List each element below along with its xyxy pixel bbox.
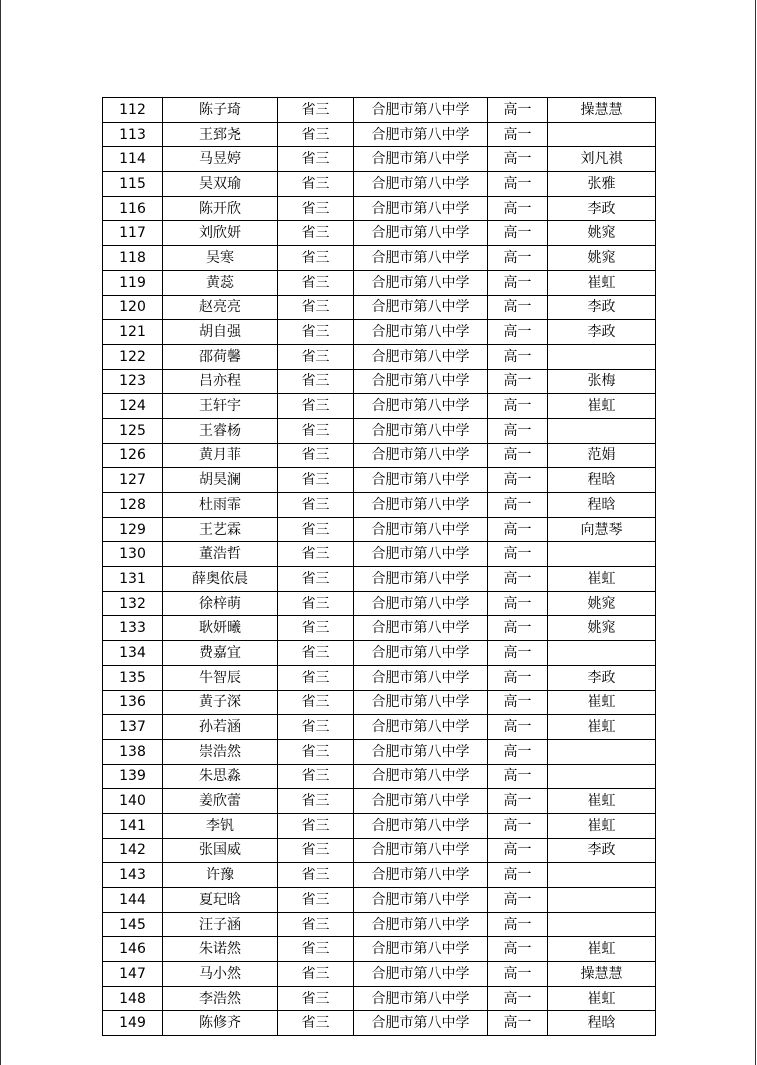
row-number-cell: 133 [103, 616, 163, 641]
table-row [103, 542, 656, 567]
table-row [103, 937, 656, 962]
teacher-cell: 向慧琴 [548, 517, 656, 542]
page-edge-left [0, 0, 1, 1065]
school-cell: 合肥市第八中学 [354, 493, 488, 518]
school-cell: 合肥市第八中学 [354, 591, 488, 616]
award-level-cell: 省三 [278, 493, 354, 518]
table-row [103, 962, 656, 987]
student-name-cell: 杜雨霏 [163, 493, 278, 518]
teacher-cell: 崔虹 [548, 270, 656, 295]
grade-cell: 高一 [488, 468, 548, 493]
school-cell: 合肥市第八中学 [354, 394, 488, 419]
school-cell: 合肥市第八中学 [354, 221, 488, 246]
award-level-cell: 省三 [278, 888, 354, 913]
row-number-cell: 127 [103, 468, 163, 493]
grade-cell: 高一 [488, 764, 548, 789]
row-number-cell: 132 [103, 591, 163, 616]
table-row [103, 986, 656, 1011]
table-row [103, 147, 656, 172]
teacher-cell: 张雅 [548, 172, 656, 197]
row-number-cell: 125 [103, 418, 163, 443]
school-cell: 合肥市第八中学 [354, 443, 488, 468]
grade-cell: 高一 [488, 172, 548, 197]
student-name-cell: 李钒 [163, 813, 278, 838]
table-row [103, 764, 656, 789]
student-name-cell: 黄子深 [163, 690, 278, 715]
student-name-cell: 董浩哲 [163, 542, 278, 567]
row-number-cell: 119 [103, 270, 163, 295]
grade-cell: 高一 [488, 986, 548, 1011]
teacher-cell [548, 542, 656, 567]
school-cell: 合肥市第八中学 [354, 344, 488, 369]
grade-cell: 高一 [488, 912, 548, 937]
row-number-cell: 136 [103, 690, 163, 715]
teacher-cell: 刘凡祺 [548, 147, 656, 172]
award-level-cell: 省三 [278, 344, 354, 369]
student-name-cell: 许豫 [163, 863, 278, 888]
row-number-cell: 149 [103, 1011, 163, 1036]
row-number-cell: 118 [103, 246, 163, 271]
award-level-cell: 省三 [278, 912, 354, 937]
student-name-cell: 马昱婷 [163, 147, 278, 172]
table-row [103, 690, 656, 715]
school-cell: 合肥市第八中学 [354, 246, 488, 271]
table-row [103, 888, 656, 913]
teacher-cell: 崔虹 [548, 394, 656, 419]
table-row [103, 567, 656, 592]
teacher-cell: 李政 [548, 196, 656, 221]
teacher-cell: 崔虹 [548, 986, 656, 1011]
student-name-cell: 孙若涵 [163, 715, 278, 740]
award-level-cell: 省三 [278, 863, 354, 888]
teacher-cell: 操慧慧 [548, 962, 656, 987]
table-row [103, 863, 656, 888]
student-name-cell: 陈开欣 [163, 196, 278, 221]
school-cell: 合肥市第八中学 [354, 320, 488, 345]
grade-cell: 高一 [488, 418, 548, 443]
award-level-cell: 省三 [278, 739, 354, 764]
table-row [103, 813, 656, 838]
award-level-cell: 省三 [278, 196, 354, 221]
row-number-cell: 148 [103, 986, 163, 1011]
row-number-cell: 131 [103, 567, 163, 592]
award-level-cell: 省三 [278, 468, 354, 493]
award-level-cell: 省三 [278, 665, 354, 690]
row-number-cell: 123 [103, 369, 163, 394]
table-row [103, 443, 656, 468]
grade-cell: 高一 [488, 147, 548, 172]
award-level-cell: 省三 [278, 591, 354, 616]
teacher-cell [548, 344, 656, 369]
award-level-cell: 省三 [278, 937, 354, 962]
row-number-cell: 147 [103, 962, 163, 987]
student-name-cell: 邵荷馨 [163, 344, 278, 369]
teacher-cell: 李政 [548, 295, 656, 320]
student-name-cell: 费嘉宜 [163, 641, 278, 666]
grade-cell: 高一 [488, 1011, 548, 1036]
grade-cell: 高一 [488, 369, 548, 394]
teacher-cell: 程晗 [548, 1011, 656, 1036]
teacher-cell: 崔虹 [548, 813, 656, 838]
teacher-cell: 姚窕 [548, 591, 656, 616]
grade-cell: 高一 [488, 443, 548, 468]
award-level-cell: 省三 [278, 715, 354, 740]
student-name-cell: 陈修齐 [163, 1011, 278, 1036]
student-name-cell: 牛智辰 [163, 665, 278, 690]
grade-cell: 高一 [488, 962, 548, 987]
row-number-cell: 130 [103, 542, 163, 567]
row-number-cell: 134 [103, 641, 163, 666]
award-level-cell: 省三 [278, 542, 354, 567]
school-cell: 合肥市第八中学 [354, 369, 488, 394]
teacher-cell: 崔虹 [548, 715, 656, 740]
school-cell: 合肥市第八中学 [354, 813, 488, 838]
student-name-cell: 耿妍曦 [163, 616, 278, 641]
student-name-cell: 汪子涵 [163, 912, 278, 937]
grade-cell: 高一 [488, 567, 548, 592]
award-level-cell: 省三 [278, 641, 354, 666]
table-row [103, 739, 656, 764]
grade-cell: 高一 [488, 246, 548, 271]
award-level-cell: 省三 [278, 616, 354, 641]
table-row [103, 221, 656, 246]
school-cell: 合肥市第八中学 [354, 764, 488, 789]
award-level-cell: 省三 [278, 246, 354, 271]
teacher-cell: 崔虹 [548, 567, 656, 592]
student-name-cell: 王轩宇 [163, 394, 278, 419]
school-cell: 合肥市第八中学 [354, 567, 488, 592]
table-row [103, 838, 656, 863]
student-name-cell: 姜欣蕾 [163, 789, 278, 814]
grade-cell: 高一 [488, 344, 548, 369]
row-number-cell: 124 [103, 394, 163, 419]
grade-cell: 高一 [488, 641, 548, 666]
student-name-cell: 王睿杨 [163, 418, 278, 443]
row-number-cell: 117 [103, 221, 163, 246]
award-level-cell: 省三 [278, 789, 354, 814]
table-row [103, 912, 656, 937]
row-number-cell: 112 [103, 98, 163, 123]
award-level-cell: 省三 [278, 690, 354, 715]
grade-cell: 高一 [488, 863, 548, 888]
table-row [103, 394, 656, 419]
teacher-cell: 崔虹 [548, 690, 656, 715]
student-name-cell: 王艺霖 [163, 517, 278, 542]
student-name-cell: 陈子琦 [163, 98, 278, 123]
school-cell: 合肥市第八中学 [354, 789, 488, 814]
table-row [103, 369, 656, 394]
table-body [103, 98, 656, 1036]
teacher-cell [548, 418, 656, 443]
award-level-cell: 省三 [278, 295, 354, 320]
grade-cell: 高一 [488, 122, 548, 147]
table-row [103, 493, 656, 518]
school-cell: 合肥市第八中学 [354, 739, 488, 764]
school-cell: 合肥市第八中学 [354, 937, 488, 962]
teacher-cell [548, 641, 656, 666]
teacher-cell [548, 764, 656, 789]
row-number-cell: 128 [103, 493, 163, 518]
teacher-cell: 张梅 [548, 369, 656, 394]
table-row [103, 295, 656, 320]
grade-cell: 高一 [488, 690, 548, 715]
school-cell: 合肥市第八中学 [354, 912, 488, 937]
student-name-cell: 朱诺然 [163, 937, 278, 962]
school-cell: 合肥市第八中学 [354, 172, 488, 197]
grade-cell: 高一 [488, 493, 548, 518]
student-name-cell: 朱思淼 [163, 764, 278, 789]
teacher-cell: 崔虹 [548, 789, 656, 814]
row-number-cell: 126 [103, 443, 163, 468]
school-cell: 合肥市第八中学 [354, 295, 488, 320]
table-row [103, 468, 656, 493]
student-name-cell: 吕亦程 [163, 369, 278, 394]
school-cell: 合肥市第八中学 [354, 986, 488, 1011]
row-number-cell: 141 [103, 813, 163, 838]
teacher-cell: 李政 [548, 838, 656, 863]
school-cell: 合肥市第八中学 [354, 147, 488, 172]
page-edge-right [755, 0, 756, 1065]
grade-cell: 高一 [488, 591, 548, 616]
school-cell: 合肥市第八中学 [354, 98, 488, 123]
row-number-cell: 140 [103, 789, 163, 814]
student-name-cell: 黄月菲 [163, 443, 278, 468]
student-name-cell: 薛奥依晨 [163, 567, 278, 592]
award-level-cell: 省三 [278, 172, 354, 197]
student-name-cell: 崇浩然 [163, 739, 278, 764]
award-level-cell: 省三 [278, 1011, 354, 1036]
award-level-cell: 省三 [278, 838, 354, 863]
award-level-cell: 省三 [278, 394, 354, 419]
row-number-cell: 145 [103, 912, 163, 937]
row-number-cell: 115 [103, 172, 163, 197]
award-level-cell: 省三 [278, 221, 354, 246]
table-row [103, 320, 656, 345]
teacher-cell: 姚窕 [548, 221, 656, 246]
grade-cell: 高一 [488, 196, 548, 221]
student-name-cell: 李浩然 [163, 986, 278, 1011]
award-list-table [102, 97, 656, 1036]
teacher-cell: 操慧慧 [548, 98, 656, 123]
grade-cell: 高一 [488, 394, 548, 419]
grade-cell: 高一 [488, 937, 548, 962]
table-row [103, 172, 656, 197]
award-level-cell: 省三 [278, 98, 354, 123]
school-cell: 合肥市第八中学 [354, 517, 488, 542]
grade-cell: 高一 [488, 542, 548, 567]
teacher-cell [548, 863, 656, 888]
teacher-cell: 李政 [548, 665, 656, 690]
school-cell: 合肥市第八中学 [354, 641, 488, 666]
grade-cell: 高一 [488, 270, 548, 295]
school-cell: 合肥市第八中学 [354, 468, 488, 493]
student-name-cell: 张国威 [163, 838, 278, 863]
table-row [103, 270, 656, 295]
award-level-cell: 省三 [278, 813, 354, 838]
row-number-cell: 142 [103, 838, 163, 863]
table-row [103, 641, 656, 666]
school-cell: 合肥市第八中学 [354, 542, 488, 567]
school-cell: 合肥市第八中学 [354, 665, 488, 690]
school-cell: 合肥市第八中学 [354, 838, 488, 863]
grade-cell: 高一 [488, 838, 548, 863]
student-name-cell: 徐梓萌 [163, 591, 278, 616]
grade-cell: 高一 [488, 715, 548, 740]
grade-cell: 高一 [488, 517, 548, 542]
teacher-cell: 程晗 [548, 493, 656, 518]
row-number-cell: 135 [103, 665, 163, 690]
school-cell: 合肥市第八中学 [354, 715, 488, 740]
row-number-cell: 143 [103, 863, 163, 888]
student-name-cell: 刘欣妍 [163, 221, 278, 246]
table-row [103, 665, 656, 690]
grade-cell: 高一 [488, 221, 548, 246]
award-level-cell: 省三 [278, 443, 354, 468]
grade-cell: 高一 [488, 665, 548, 690]
table-row [103, 122, 656, 147]
row-number-cell: 121 [103, 320, 163, 345]
award-level-cell: 省三 [278, 986, 354, 1011]
student-name-cell: 夏玘晗 [163, 888, 278, 913]
grade-cell: 高一 [488, 739, 548, 764]
table-row [103, 789, 656, 814]
row-number-cell: 120 [103, 295, 163, 320]
table-row [103, 1011, 656, 1036]
teacher-cell: 程晗 [548, 468, 656, 493]
teacher-cell [548, 739, 656, 764]
student-name-cell: 胡昊澜 [163, 468, 278, 493]
row-number-cell: 146 [103, 937, 163, 962]
table-row [103, 591, 656, 616]
award-level-cell: 省三 [278, 270, 354, 295]
award-level-cell: 省三 [278, 418, 354, 443]
teacher-cell [548, 912, 656, 937]
student-name-cell: 黄蕊 [163, 270, 278, 295]
teacher-cell: 姚窕 [548, 616, 656, 641]
school-cell: 合肥市第八中学 [354, 418, 488, 443]
school-cell: 合肥市第八中学 [354, 690, 488, 715]
school-cell: 合肥市第八中学 [354, 863, 488, 888]
row-number-cell: 129 [103, 517, 163, 542]
row-number-cell: 116 [103, 196, 163, 221]
table-row [103, 196, 656, 221]
row-number-cell: 144 [103, 888, 163, 913]
teacher-cell: 范娟 [548, 443, 656, 468]
table-row [103, 517, 656, 542]
school-cell: 合肥市第八中学 [354, 196, 488, 221]
grade-cell: 高一 [488, 295, 548, 320]
grade-cell: 高一 [488, 98, 548, 123]
table-row [103, 418, 656, 443]
student-name-cell: 马小然 [163, 962, 278, 987]
teacher-cell [548, 888, 656, 913]
grade-cell: 高一 [488, 888, 548, 913]
row-number-cell: 139 [103, 764, 163, 789]
award-level-cell: 省三 [278, 962, 354, 987]
grade-cell: 高一 [488, 616, 548, 641]
table-row [103, 246, 656, 271]
grade-cell: 高一 [488, 320, 548, 345]
table-row [103, 344, 656, 369]
teacher-cell: 李政 [548, 320, 656, 345]
award-level-cell: 省三 [278, 567, 354, 592]
table-row [103, 98, 656, 123]
award-level-cell: 省三 [278, 122, 354, 147]
row-number-cell: 114 [103, 147, 163, 172]
teacher-cell: 姚窕 [548, 246, 656, 271]
award-level-cell: 省三 [278, 369, 354, 394]
row-number-cell: 138 [103, 739, 163, 764]
school-cell: 合肥市第八中学 [354, 270, 488, 295]
school-cell: 合肥市第八中学 [354, 962, 488, 987]
school-cell: 合肥市第八中学 [354, 122, 488, 147]
row-number-cell: 113 [103, 122, 163, 147]
teacher-cell: 崔虹 [548, 937, 656, 962]
award-level-cell: 省三 [278, 764, 354, 789]
teacher-cell [548, 122, 656, 147]
award-level-cell: 省三 [278, 320, 354, 345]
award-level-cell: 省三 [278, 517, 354, 542]
student-name-cell: 胡自强 [163, 320, 278, 345]
school-cell: 合肥市第八中学 [354, 1011, 488, 1036]
school-cell: 合肥市第八中学 [354, 888, 488, 913]
school-cell: 合肥市第八中学 [354, 616, 488, 641]
grade-cell: 高一 [488, 789, 548, 814]
grade-cell: 高一 [488, 813, 548, 838]
table-row [103, 616, 656, 641]
table-row [103, 715, 656, 740]
award-level-cell: 省三 [278, 147, 354, 172]
row-number-cell: 122 [103, 344, 163, 369]
student-name-cell: 吴双瑜 [163, 172, 278, 197]
row-number-cell: 137 [103, 715, 163, 740]
student-name-cell: 吴寒 [163, 246, 278, 271]
student-name-cell: 赵亮亮 [163, 295, 278, 320]
student-name-cell: 王郅尧 [163, 122, 278, 147]
